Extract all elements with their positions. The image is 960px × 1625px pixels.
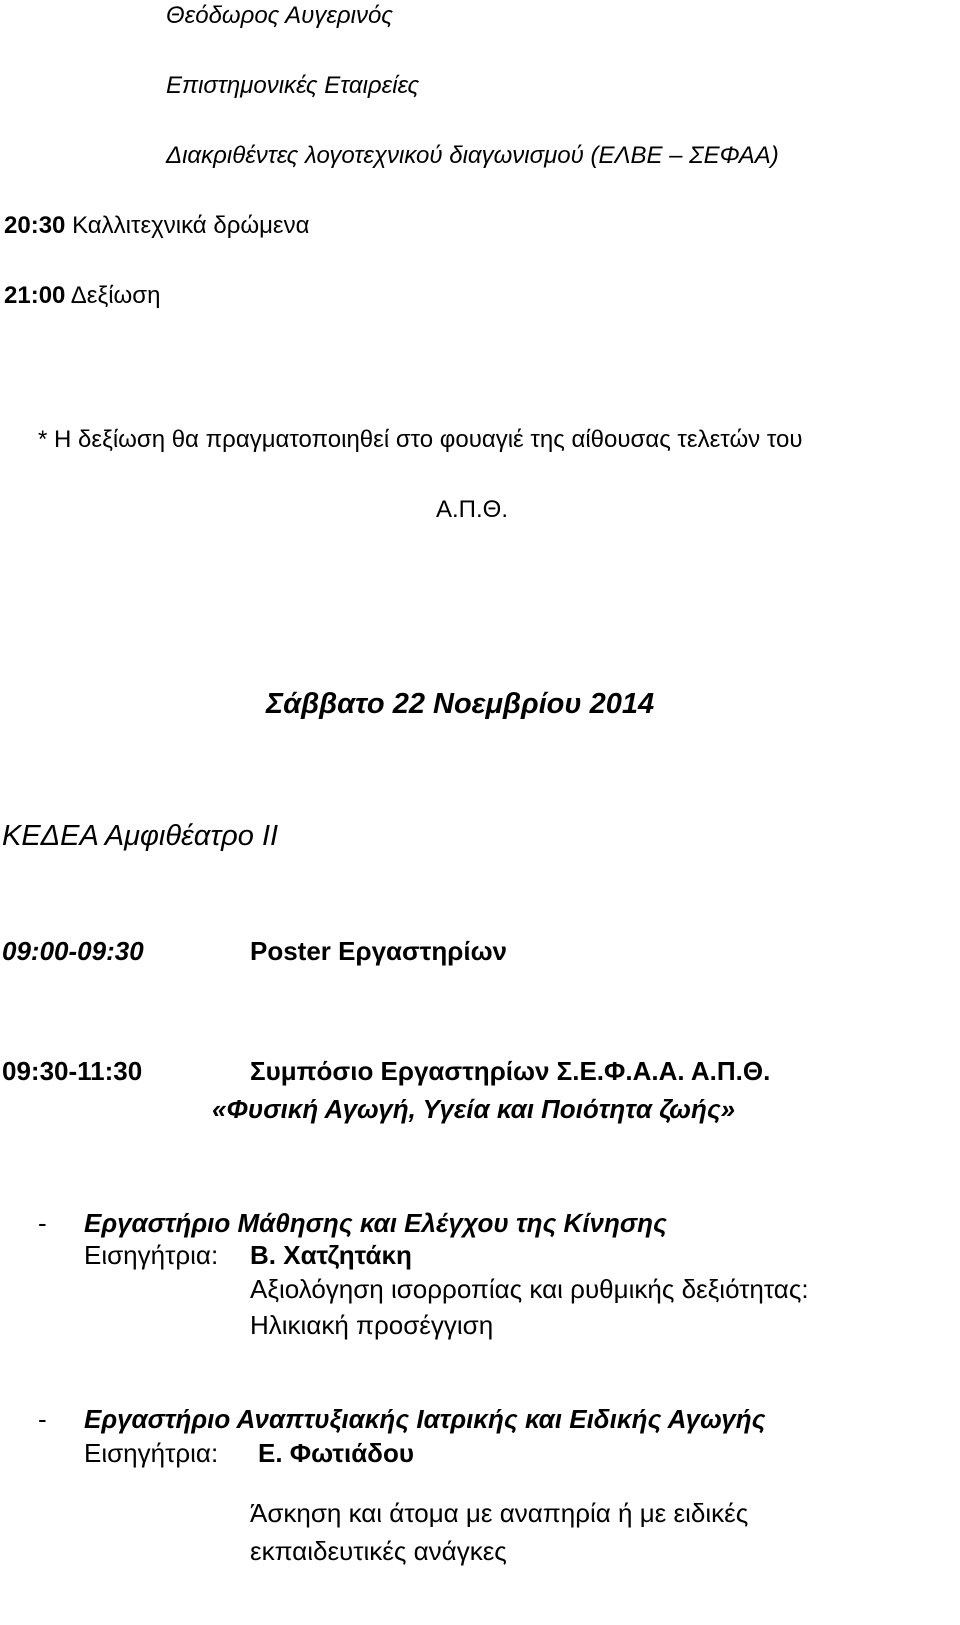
workshop-name: Εργαστήριο Μάθησης και Ελέγχου της Κίνησης [84,1208,667,1238]
symposium-subtitle: «Φυσική Αγωγή, Υγεία και Ποιότητα ζωής» [212,1094,736,1124]
footnote-line-2: Α.Π.Θ. [436,496,509,523]
workshop-name: Εργαστήριο Αναπτυξιακής Ιατρικής και Ειδικής Αγωγής [84,1404,766,1434]
workshop-topic: Αξιολόγηση ισορροπίας και ρυθμικής δεξιότητας: [250,1274,809,1304]
schedule-title: Poster Εργαστηρίων [250,936,508,966]
day-date-heading: Σάββατο 22 Νοεμβρίου 2014 [266,688,655,720]
workshop-topic-2: Ηλικιακή προσέγγιση [250,1310,494,1340]
event-row-arts [4,214,310,238]
list-bullet: - [38,1208,47,1238]
event-title: Καλλιτεχνικά δρώμενα [72,212,310,239]
speaker-name: Θεόδωρος Αυγερινός [166,2,393,29]
schedule-time: 09:30-11:30 [2,1056,143,1086]
venue-heading: ΚΕΔΕΑ Αμφιθέατρο ΙΙ [2,820,279,852]
presenter-name: Β. Χατζητάκη [250,1240,412,1270]
award-winners-line: Διακριθέντες λογοτεχνικού διαγωνισμού (ΕΛΒΕ – ΣΕΦΑΑ) [166,142,779,169]
event-title: Δεξίωση [70,282,161,309]
schedule-time: 09:00-09:30 [2,936,144,966]
workshop-topic-2: εκπαιδευτικές ανάγκες [250,1536,507,1566]
presenter-label: Εισηγήτρια: [84,1240,219,1270]
event-row-reception [4,284,160,308]
schedule-title: Συμπόσιο Εργαστηρίων Σ.Ε.Φ.Α.Α. Α.Π.Θ. [250,1056,771,1086]
presenter-label: Εισηγήτρια: [84,1438,219,1468]
workshop-topic: Άσκηση και άτομα με αναπηρία ή με ειδικές [250,1498,749,1528]
footnote-line: * Η δεξίωση θα πραγματοποιηθεί στο φουαγιέ της αίθουσας τελετών του [38,426,803,453]
list-bullet: - [38,1404,47,1434]
event-time: 20:30 [4,212,66,239]
event-time: 21:00 [4,282,66,309]
presenter-name: Ε. Φωτιάδου [258,1438,414,1468]
societies-line: Επιστημονικές Εταιρείες [166,72,420,99]
